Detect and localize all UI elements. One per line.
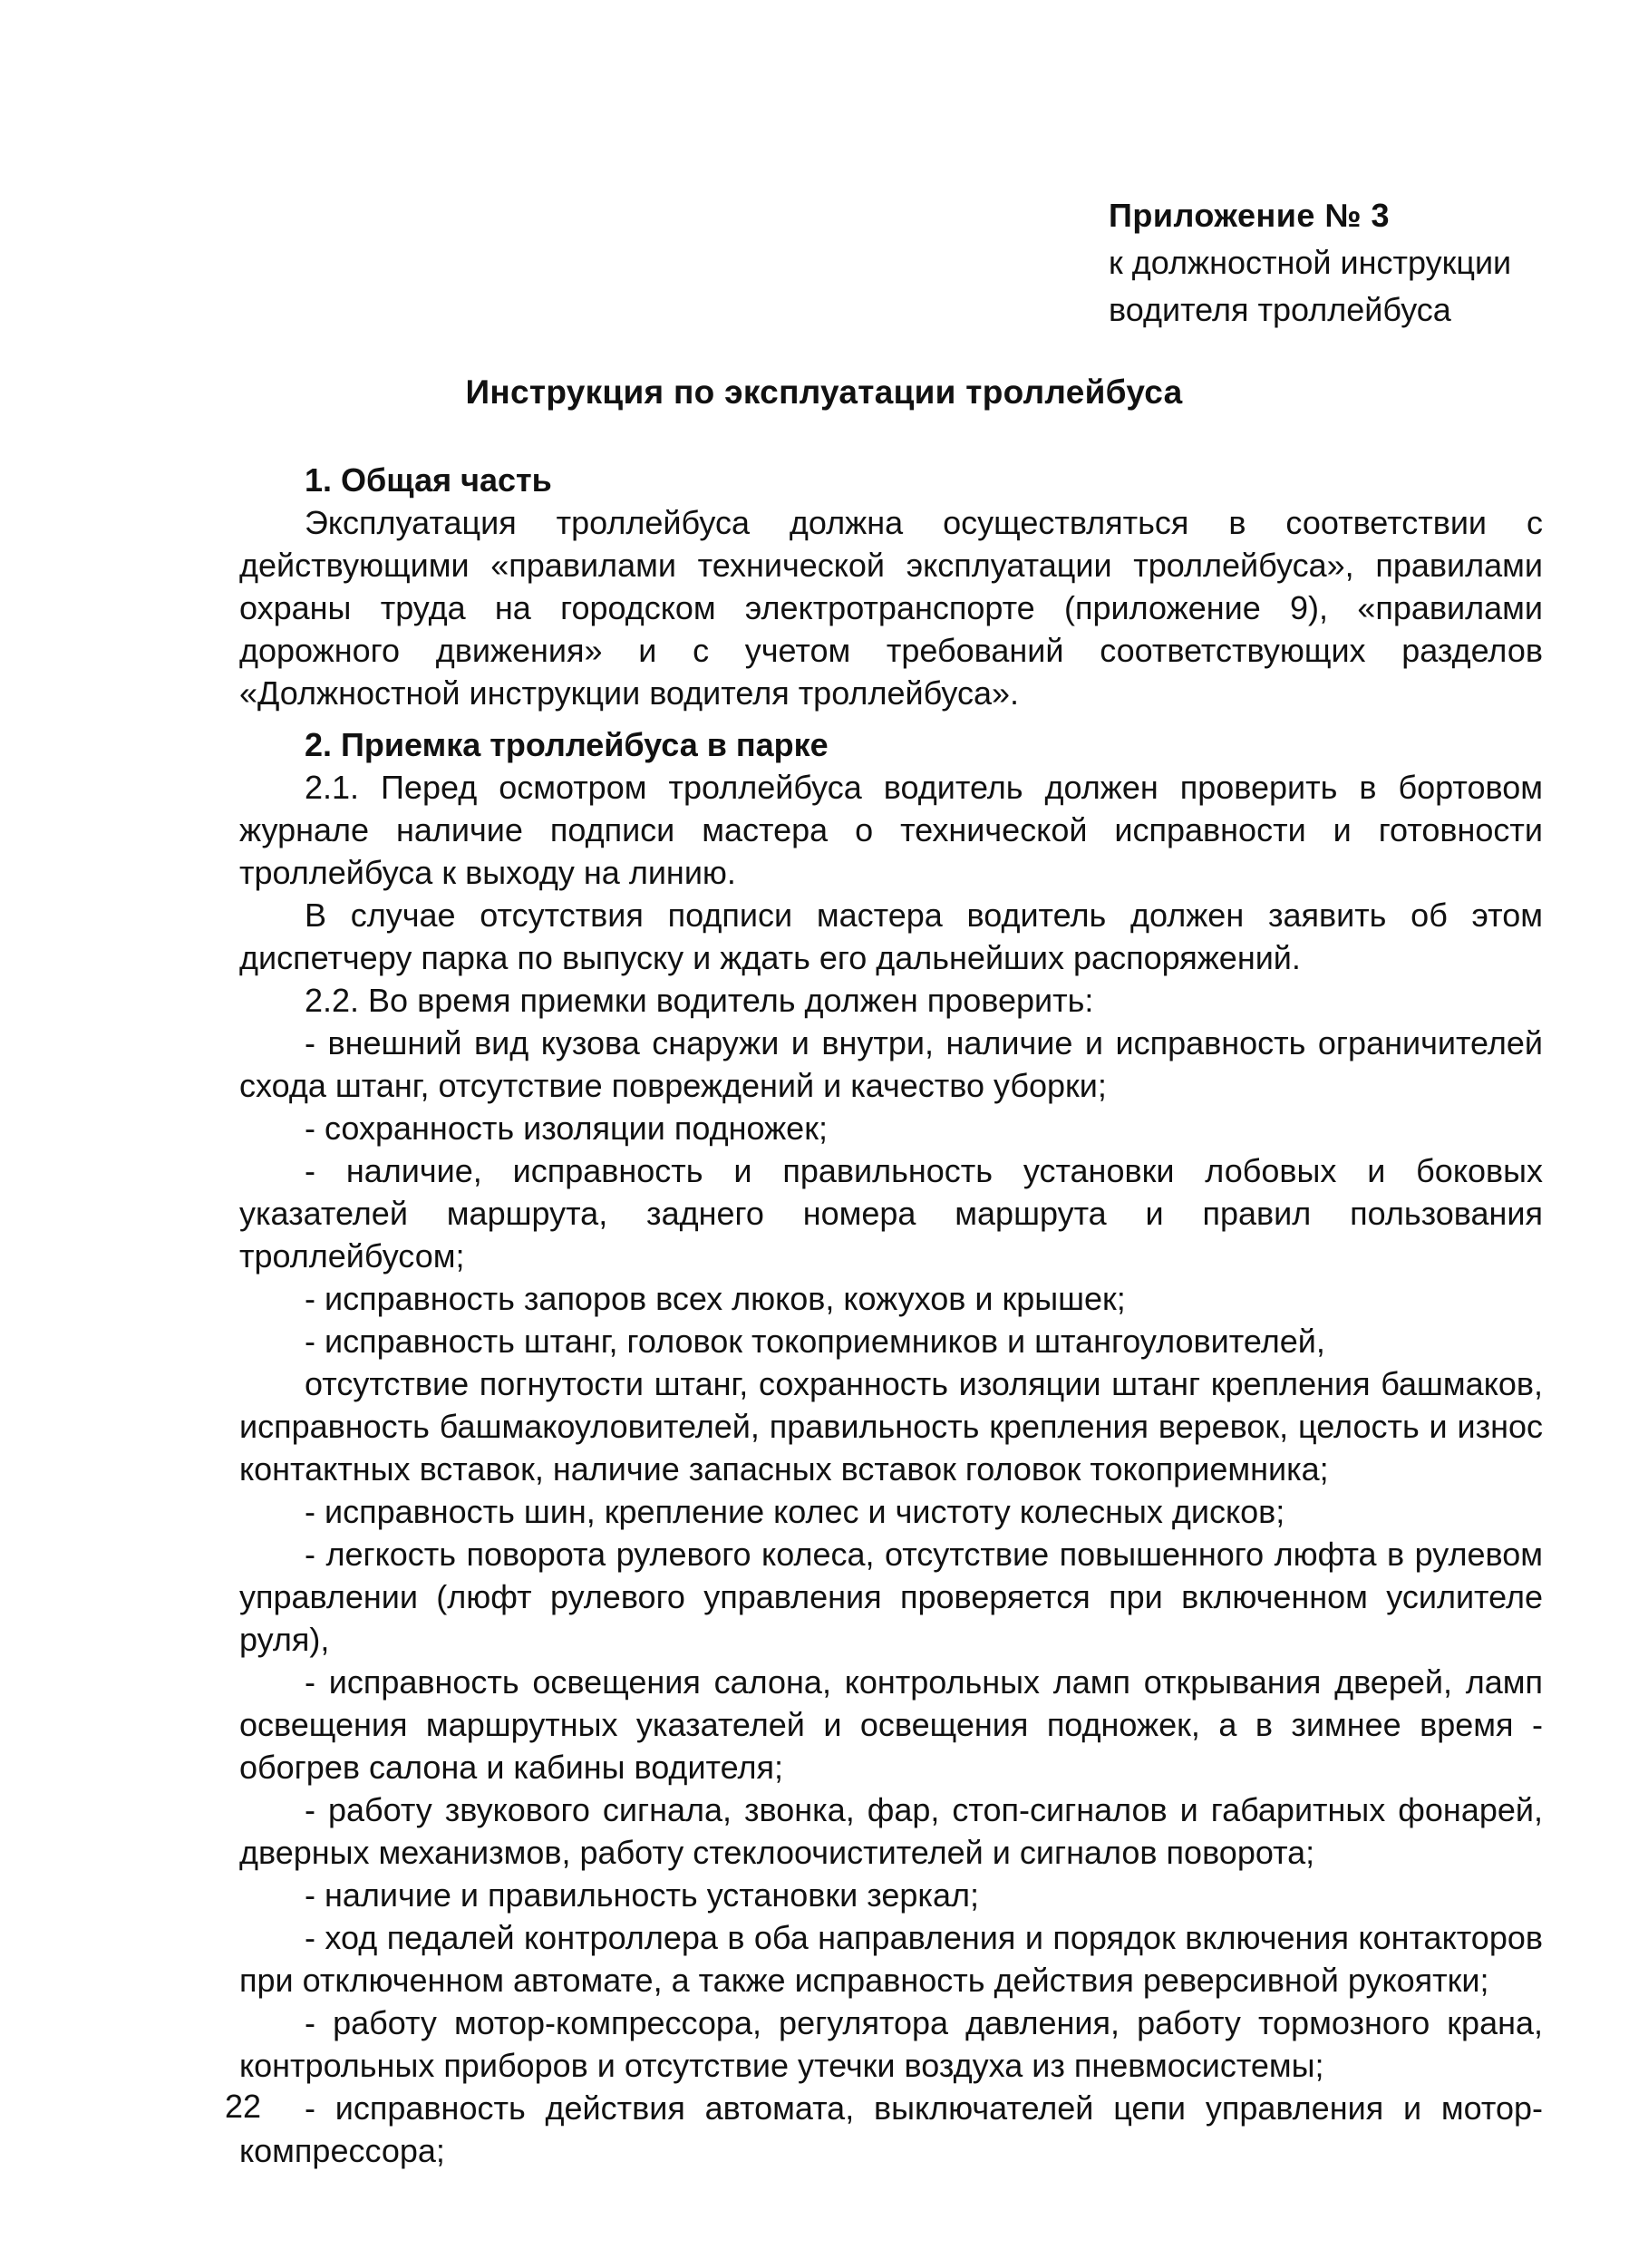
list-item: - исправность освещения салона, контрольных ламп открывания дверей, ламп освещения маршрутных указателей и освещения подножек, а в зимнее время - обогрев салона и кабины водителя; [239,1663,1543,1786]
list-item: - исправность шин, крепление колес и чистоту колесных дисков; [305,1493,1285,1530]
list-item: - исправность штанг, головок токоприемников и штангоуловителей, [305,1323,1325,1360]
appendix-line-2: водителя троллейбуса [1109,291,1451,328]
list-item: - ход педалей контроллера в оба направления и порядок включения контакторов при отключенном автомате, а также исправность действия реверсивной рукоятки; [239,1919,1543,1999]
list-item: - легкость поворота рулевого колеса, отсутствие повышенного люфта в рулевом управлении (люфт рулевого управления проверяется при включенном усилителе руля), [239,1536,1543,1658]
paragraph-2-1: 2.1. Перед осмотром троллейбуса водитель должен проверить в бортовом журнале наличие подписи мастера о технической исправности и готовности троллейбуса к выходу на линию. [239,769,1543,891]
list-item: - исправность действия автомата, выключателей цепи управления и мотор-компрессора; [239,2089,1543,2169]
section-1-heading: 1. Общая часть [305,461,552,499]
document-body [239,455,1543,2172]
list-item: - работу звукового сигнала, звонка, фар, стоп-сигналов и габаритных фонарей, дверных механизмов, работу стеклоочистителей и сигналов поворота; [239,1791,1543,1871]
appendix-heading: Приложение № 3 [1109,197,1391,234]
list-item: - работу мотор-компрессора, регулятора давления, работу тормозного крана, контрольных приборов и отсутствие утечки воздуха из пневмосистемы; [239,2004,1543,2084]
section-1-paragraph: Эксплуатация троллейбуса должна осуществляться в соответствии с действующими «правилами технической эксплуатации троллейбуса», правилами охраны труда на городском электротранспорте (приложение 9), «правилами дорожного движения» и с учетом требований соответствующих разделов «Должностной инструкции водителя троллейбуса». [239,504,1543,712]
page-number: 22 [225,2088,262,2125]
list-item: - наличие и правильность установки зеркал; [305,1876,979,1914]
section-2-heading: 2. Приемка троллейбуса в парке [305,726,829,763]
document-title: Инструкция по эксплуатации троллейбуса [465,373,1183,411]
list-item: - сохранность изоляции подножек; [305,1110,828,1147]
list-item: - внешний вид кузова снаружи и внутри, наличие и исправность ограничителей схода штанг, отсутствие повреждений и качество уборки; [239,1024,1543,1104]
paragraph-2-1-note: В случае отсутствия подписи мастера водитель должен заявить об этом диспетчеру парка по выпуску и ждать его дальнейших распоряжений. [239,897,1543,976]
list-item-continuation: отсутствие погнутости штанг, сохранность изоляции штанг крепления башмаков, исправность башмакоуловителей, правильность крепления веревок, целость и износ контактных вставок, наличие запасных вставок головок токоприемника; [239,1365,1543,1488]
appendix-line-1: к должностной инструкции [1109,244,1512,281]
list-item: - наличие, исправность и правильность установки лобовых и боковых указателей маршрута, заднего номера маршрута и правил пользования троллейбусом; [239,1152,1543,1275]
list-item: - исправность запоров всех люков, кожухов и крышек; [305,1280,1126,1317]
appendix-block [1109,192,1616,334]
paragraph-2-2: 2.2. Во время приемки водитель должен проверить: [305,982,1094,1019]
